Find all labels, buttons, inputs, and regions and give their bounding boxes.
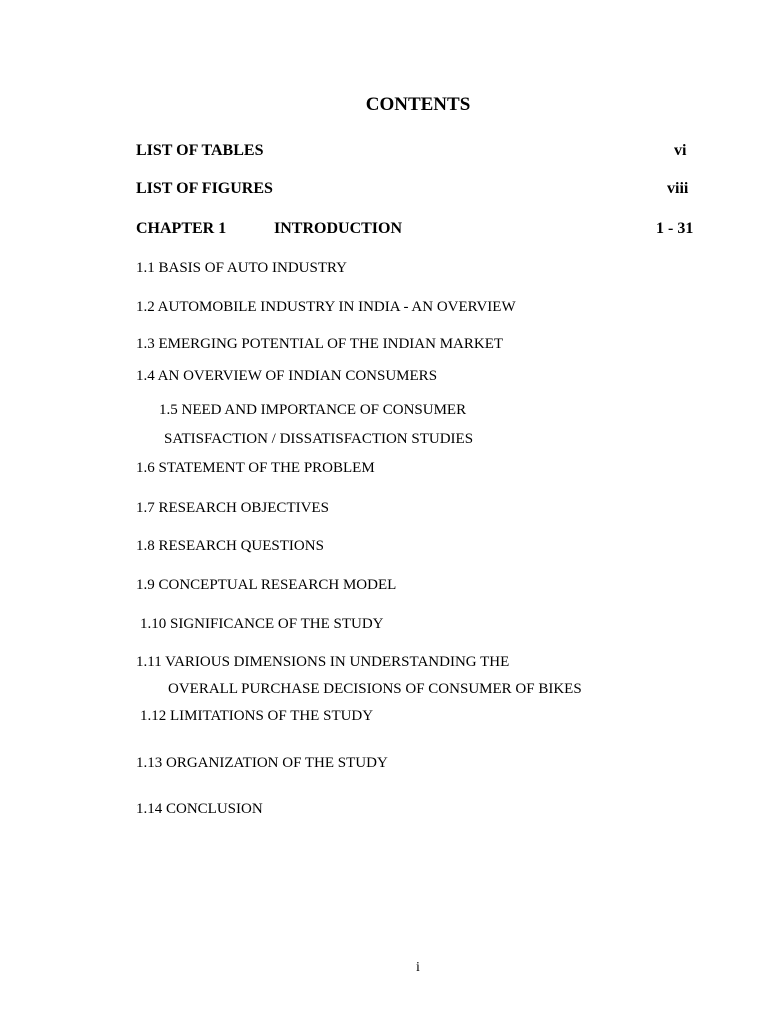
toc-entry-1-7: 1.7 RESEARCH OBJECTIVES <box>136 500 329 516</box>
toc-entry-1-11-line-2: OVERALL PURCHASE DECISIONS OF CONSUMER OF BIKES <box>168 681 582 697</box>
toc-entry-1-5-line-2: SATISFACTION / DISSATISFACTION STUDIES <box>164 431 474 447</box>
toc-list-of-tables-label: LIST OF TABLES <box>136 142 264 159</box>
toc-list-of-figures-label: LIST OF FIGURES <box>136 180 273 197</box>
toc-entry-1-4: 1.4 AN OVERVIEW OF INDIAN CONSUMERS <box>136 368 438 384</box>
toc-entry-1-8: 1.8 RESEARCH QUESTIONS <box>136 538 324 554</box>
toc-list-of-tables-page: vi <box>674 142 687 159</box>
toc-list-of-figures-page: viii <box>667 180 689 197</box>
toc-entry-1-13: 1.13 ORGANIZATION OF THE STUDY <box>136 755 388 771</box>
toc-entry-1-3: 1.3 EMERGING POTENTIAL OF THE INDIAN MARKET <box>136 336 504 352</box>
chapter-number: CHAPTER 1 <box>136 220 227 237</box>
toc-entry-1-2: 1.2 AUTOMOBILE INDUSTRY IN INDIA - AN OVERVIEW <box>136 299 516 315</box>
toc-entry-1-11-line-1: 1.11 VARIOUS DIMENSIONS IN UNDERSTANDING THE <box>136 654 510 670</box>
toc-entry-1-1: 1.1 BASIS OF AUTO INDUSTRY <box>136 260 348 276</box>
chapter-name: INTRODUCTION <box>274 220 403 237</box>
chapter-pages: 1 - 31 <box>656 220 694 237</box>
toc-entry-1-6: 1.6 STATEMENT OF THE PROBLEM <box>136 460 375 476</box>
page-title: CONTENTS <box>365 94 471 115</box>
toc-entry-1-12: 1.12 LIMITATIONS OF THE STUDY <box>140 708 374 724</box>
toc-entry-1-9: 1.9 CONCEPTUAL RESEARCH MODEL <box>136 577 397 593</box>
toc-entry-1-10: 1.10 SIGNIFICANCE OF THE STUDY <box>140 616 384 632</box>
toc-entry-1-14: 1.14 CONCLUSION <box>136 801 263 817</box>
toc-entry-1-5-line-1: 1.5 NEED AND IMPORTANCE OF CONSUMER <box>159 402 467 418</box>
footer-page-number: i <box>416 960 420 975</box>
